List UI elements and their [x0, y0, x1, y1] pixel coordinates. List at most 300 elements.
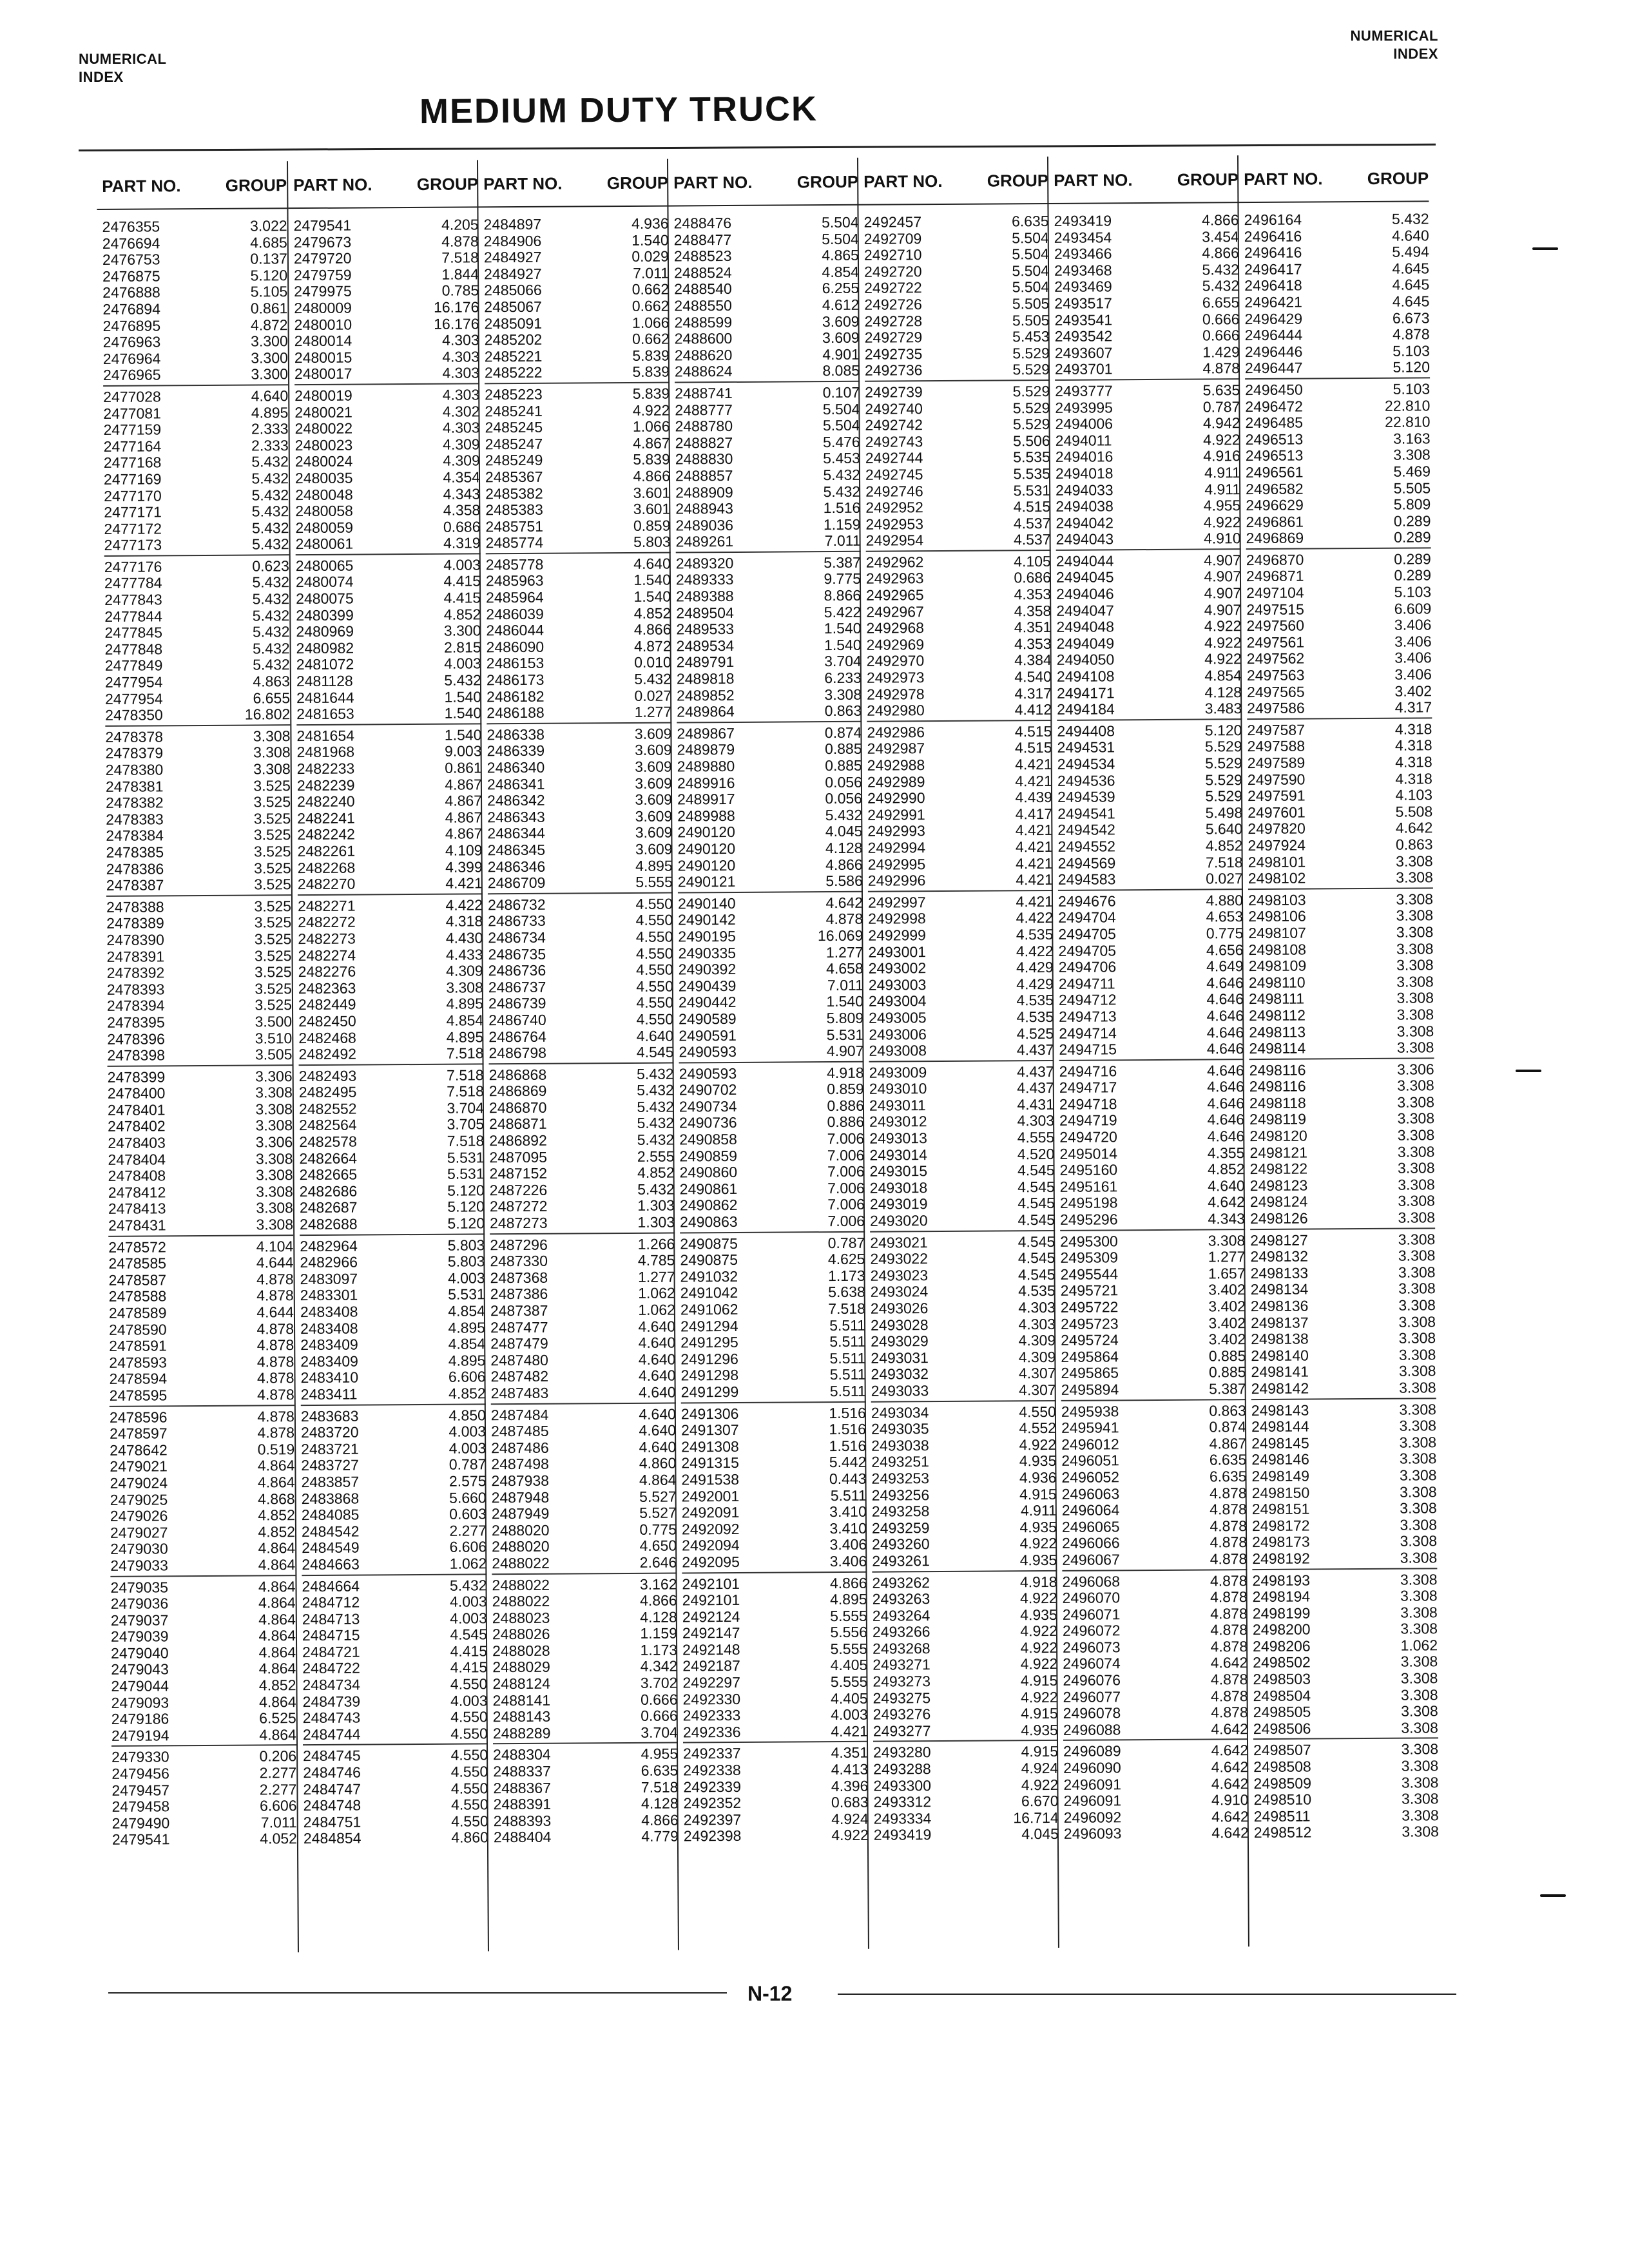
- group-number: 1.516: [829, 1420, 867, 1438]
- group-number: 5.640: [1205, 820, 1243, 838]
- table-row: [679, 1010, 863, 1028]
- table-row: [1244, 277, 1429, 294]
- table-row: [1055, 415, 1240, 432]
- group-number: 4.864: [257, 1457, 295, 1474]
- table-row: [1062, 1485, 1247, 1503]
- part-no-header: PART NO.: [293, 175, 372, 195]
- part-number: 2478404: [108, 1151, 166, 1168]
- group-number: 1.540: [444, 687, 482, 706]
- table-row: [1061, 1331, 1246, 1349]
- part-no-header: PART NO.: [673, 172, 753, 193]
- table-row: [294, 299, 479, 316]
- table-row: [865, 383, 1050, 401]
- group-number: 4.303: [1018, 1315, 1056, 1332]
- table-row: [865, 515, 1050, 533]
- group-number: 4.535: [1016, 925, 1054, 943]
- table-row: [1245, 327, 1430, 344]
- group-number: 4.922: [1204, 617, 1242, 635]
- table-row: [108, 1101, 293, 1119]
- group-number: 1.540: [444, 726, 482, 744]
- group-number: 16.802: [244, 706, 291, 723]
- part-number: 2489988: [677, 807, 735, 825]
- part-number: 2498502: [1253, 1654, 1311, 1671]
- group-number: 7.518: [447, 1066, 484, 1084]
- table-row: [302, 1577, 487, 1595]
- table-row: [1058, 870, 1243, 888]
- group-number: 1.062: [1400, 1637, 1438, 1654]
- part-number: 2494539: [1057, 788, 1115, 806]
- group-number: 4.860: [639, 1454, 677, 1472]
- part-number: 2495198: [1059, 1194, 1118, 1212]
- group-number: 5.531: [447, 1165, 485, 1182]
- group-number: 4.866: [1202, 244, 1239, 262]
- group-number: 4.309: [446, 962, 483, 979]
- part-number: 2487368: [490, 1269, 548, 1287]
- group-number: 1.540: [633, 588, 671, 605]
- group-number: 3.609: [634, 741, 672, 759]
- table-row: [873, 1760, 1058, 1778]
- table-row: [104, 520, 289, 537]
- part-number: 2486868: [488, 1066, 547, 1083]
- part-number: 2489333: [675, 571, 734, 588]
- group-number: 0.885: [825, 756, 862, 774]
- part-number: 2489818: [676, 670, 735, 687]
- table-row: [1252, 1500, 1437, 1517]
- part-number: 2497104: [1246, 584, 1304, 602]
- group-number: 0.666: [1202, 310, 1240, 328]
- part-number: 2484712: [302, 1593, 360, 1611]
- part-number: 2496088: [1063, 1721, 1121, 1738]
- group-number: 16.176: [433, 298, 479, 316]
- part-number: 2493517: [1054, 294, 1112, 312]
- table-row: [491, 1456, 676, 1473]
- table-row: [299, 1084, 484, 1101]
- part-number: 2494583: [1057, 870, 1116, 889]
- group-number: 4.878: [1210, 1588, 1248, 1606]
- part-number: 2493032: [871, 1365, 929, 1383]
- table-row: [1060, 1265, 1245, 1283]
- group-number: 4.646: [1206, 1007, 1244, 1024]
- part-number: 2487330: [490, 1252, 548, 1270]
- table-row: [1247, 721, 1432, 738]
- part-number: 2482242: [297, 825, 356, 843]
- group-number: 2.333: [251, 436, 289, 454]
- part-number: 2493256: [871, 1486, 930, 1504]
- table-row: [302, 1610, 487, 1628]
- table-row: [1250, 1264, 1435, 1282]
- part-number: 2490142: [678, 911, 736, 928]
- table-row: [1249, 1039, 1434, 1057]
- part-number: 2486709: [487, 874, 546, 892]
- table-row: [487, 841, 672, 859]
- part-number: 2490442: [678, 994, 737, 1011]
- part-number: 2494705: [1058, 941, 1117, 959]
- table-row: [105, 706, 290, 724]
- part-number: 2493010: [869, 1080, 927, 1097]
- group-number: 3.525: [253, 793, 291, 811]
- table-row: [1062, 1534, 1247, 1552]
- row-block: [1062, 1573, 1248, 1742]
- group-number: 3.308: [1401, 1790, 1439, 1807]
- group-number: 4.915: [1021, 1705, 1058, 1722]
- part-number: 2482233: [296, 760, 355, 778]
- group-number: 0.137: [250, 250, 287, 267]
- part-number: 2493264: [872, 1606, 930, 1624]
- row-block: [869, 1064, 1055, 1233]
- table-row: [1248, 891, 1433, 908]
- table-row: [488, 896, 673, 913]
- table-row: [679, 1114, 864, 1131]
- group-number: 5.432: [637, 1115, 675, 1132]
- group-number: 2.646: [639, 1553, 677, 1571]
- part-number: 2491042: [680, 1284, 738, 1302]
- part-number: 2498199: [1252, 1604, 1311, 1622]
- table-row: [1250, 1177, 1435, 1194]
- part-number: 2488599: [674, 313, 733, 331]
- group-number: 4.515: [1014, 739, 1052, 756]
- group-number: 0.666: [641, 1707, 678, 1725]
- group-number: 5.555: [635, 873, 673, 891]
- part-number: 2488391: [493, 1795, 552, 1813]
- part-number: 2480010: [294, 316, 352, 333]
- table-row: [488, 1044, 673, 1062]
- group-number: 4.878: [1211, 1704, 1248, 1721]
- table-row: [298, 979, 483, 997]
- part-number: 2493029: [871, 1332, 929, 1350]
- table-row: [492, 1521, 677, 1539]
- part-number: 2491295: [680, 1334, 738, 1351]
- table-row: [103, 350, 288, 367]
- group-number: 3.308: [1400, 1686, 1438, 1704]
- part-number: 2491308: [681, 1437, 739, 1456]
- table-row: [490, 1215, 675, 1232]
- group-number: 5.505: [1393, 479, 1431, 497]
- table-row: [1062, 1551, 1247, 1568]
- group-number: 3.308: [256, 1183, 293, 1200]
- part-number: 2486871: [489, 1115, 547, 1133]
- part-number: 2491299: [680, 1383, 739, 1401]
- row-block: [111, 1749, 297, 1849]
- part-number: 2488523: [673, 247, 732, 265]
- table-row: [674, 247, 859, 265]
- row-block: [1249, 1061, 1436, 1230]
- part-number: 2479027: [110, 1524, 168, 1541]
- table-row: [675, 434, 860, 451]
- group-number: 5.120: [447, 1182, 485, 1199]
- part-number: 2477170: [104, 486, 162, 505]
- table-row: [1059, 1041, 1244, 1058]
- part-number: 2493035: [871, 1420, 929, 1437]
- group-number: 3.308: [1396, 907, 1434, 925]
- part-number: 2492147: [682, 1624, 740, 1642]
- table-row: [1064, 1825, 1249, 1843]
- group-number: 4.866: [633, 467, 671, 485]
- group-number: 0.662: [631, 297, 670, 314]
- part-number: 2478402: [108, 1117, 166, 1135]
- part-number: 2491062: [680, 1300, 738, 1318]
- group-number: 4.421: [1015, 822, 1053, 839]
- part-number: 2486345: [487, 841, 546, 859]
- part-number: 2483868: [301, 1490, 360, 1507]
- group-number: 5.432: [252, 640, 290, 657]
- table-row: [1252, 1533, 1437, 1551]
- table-row: [490, 1269, 675, 1286]
- part-number: 2491294: [680, 1317, 738, 1335]
- part-number: 2494044: [1055, 552, 1114, 570]
- group-number: 3.454: [1202, 227, 1239, 245]
- table-row: [681, 1437, 866, 1455]
- group-number: 4.878: [256, 1320, 294, 1338]
- part-number: 2494006: [1055, 415, 1113, 433]
- table-row: [108, 1238, 293, 1256]
- group-number: 7.518: [641, 1778, 679, 1796]
- table-row: [108, 1216, 293, 1234]
- group-number: 3.705: [447, 1115, 485, 1133]
- part-number: 2482493: [298, 1067, 357, 1084]
- part-number: 2487095: [489, 1148, 548, 1166]
- part-number: 2478585: [108, 1254, 167, 1273]
- part-number: 2492397: [683, 1811, 742, 1829]
- part-number: 2492352: [683, 1794, 742, 1812]
- group-number: 5.432: [251, 486, 289, 504]
- row-block: [683, 1745, 869, 1845]
- part-number: 2490195: [678, 927, 736, 945]
- table-row: [874, 1810, 1059, 1827]
- table-row: [675, 418, 860, 435]
- part-number: 2490120: [677, 856, 736, 874]
- group-number: 3.308: [1397, 1077, 1434, 1094]
- table-row: [677, 807, 862, 825]
- column-header: [483, 173, 668, 200]
- table-row: [489, 1132, 674, 1149]
- part-no-header: PART NO.: [483, 173, 563, 194]
- table-row: [484, 249, 669, 266]
- part-number: 2484549: [302, 1539, 360, 1557]
- table-row: [871, 1453, 1056, 1470]
- table-row: [490, 1198, 675, 1215]
- group-number: 1.657: [1208, 1264, 1246, 1282]
- table-row: [867, 839, 1052, 856]
- row-block: [298, 897, 484, 1066]
- part-number: 2478386: [106, 860, 164, 878]
- group-number: 5.103: [1394, 583, 1432, 601]
- part-number: 2495296: [1059, 1211, 1118, 1228]
- group-number: 5.120: [447, 1198, 485, 1216]
- part-number: 2496416: [1244, 244, 1302, 262]
- part-number: 2495941: [1061, 1419, 1119, 1437]
- table-row: [869, 992, 1054, 1010]
- table-row: [301, 1424, 486, 1441]
- part-number: 2483097: [300, 1270, 358, 1287]
- part-number: 2493033: [871, 1382, 929, 1399]
- group-number: 4.303: [442, 331, 479, 349]
- part-number: 2486182: [486, 687, 545, 705]
- table-row: [297, 809, 482, 827]
- table-row: [677, 840, 862, 858]
- table-row: [680, 1164, 865, 1181]
- header-rule: [97, 207, 287, 210]
- group-number: 4.303: [442, 364, 480, 382]
- part-number: 2481072: [296, 656, 354, 673]
- table-row: [491, 1472, 676, 1489]
- group-number: 4.852: [1207, 1160, 1245, 1178]
- part-number: 2488777: [675, 401, 733, 419]
- group-number: 3.609: [635, 791, 673, 809]
- group-number: 0.289: [1394, 566, 1432, 584]
- group-number: 4.421: [1015, 772, 1052, 789]
- group-number: 5.529: [1012, 382, 1050, 400]
- group-number: 4.644: [256, 1254, 294, 1271]
- group-number: 16.714: [1013, 1809, 1059, 1827]
- group-number: 4.650: [639, 1537, 677, 1555]
- group-number: 3.308: [1399, 1400, 1436, 1418]
- table-row: [872, 1486, 1057, 1503]
- part-number: 2479975: [294, 282, 352, 300]
- row-block: [1058, 892, 1244, 1061]
- part-number: 2479541: [111, 1831, 170, 1849]
- group-number: 4.646: [1207, 1111, 1245, 1128]
- part-number: 2493034: [871, 1403, 929, 1421]
- group-number: 3.308: [255, 1084, 293, 1101]
- group-number: 4.864: [258, 1627, 296, 1644]
- group-number: 3.308: [1400, 1499, 1437, 1517]
- part-number: 2492124: [682, 1608, 740, 1626]
- table-row: [674, 313, 859, 331]
- part-number: 2493021: [870, 1233, 928, 1251]
- part-number: 2479037: [110, 1611, 169, 1629]
- part-number: 2486764: [488, 1028, 546, 1045]
- part-number: 2481644: [296, 689, 354, 706]
- table-row: [869, 1129, 1054, 1147]
- group-number: 4.864: [258, 1660, 296, 1677]
- table-row: [294, 349, 479, 366]
- group-number: 0.056: [825, 789, 863, 807]
- part-number: 2478591: [109, 1337, 167, 1355]
- table-row: [675, 330, 860, 347]
- table-row: [869, 1009, 1054, 1026]
- table-row: [102, 284, 287, 302]
- row-block: [303, 1747, 488, 1847]
- part-number: 2498200: [1252, 1620, 1311, 1639]
- table-row: [872, 1623, 1057, 1640]
- table-row: [1055, 465, 1240, 482]
- group-number: 4.918: [1019, 1573, 1057, 1590]
- group-number: 5.504: [822, 230, 859, 247]
- part-number: 2486735: [488, 945, 546, 963]
- table-row: [301, 1385, 486, 1403]
- part-number: 2480024: [294, 452, 353, 470]
- part-number: 2485066: [484, 282, 542, 299]
- group-number: 3.308: [1397, 1093, 1435, 1111]
- part-number: 2493260: [872, 1535, 930, 1553]
- part-number: 2494408: [1057, 722, 1115, 740]
- group-number: 22.810: [1385, 413, 1431, 430]
- table-row: [1059, 958, 1244, 975]
- footer-rule-left: [108, 1992, 727, 1994]
- table-row: [1057, 668, 1242, 685]
- group-number: 3.525: [254, 914, 292, 931]
- table-row: [112, 1814, 297, 1832]
- table-row: [300, 1166, 485, 1184]
- group-number: 3.308: [1398, 1280, 1436, 1298]
- table-row: [491, 1423, 676, 1440]
- column-rows: [1244, 211, 1439, 1841]
- part-number: 2494536: [1057, 771, 1115, 789]
- table-row: [107, 964, 292, 981]
- part-number: 2498507: [1253, 1741, 1311, 1759]
- table-row: [681, 1454, 866, 1472]
- group-number: 4.003: [448, 1439, 487, 1457]
- group-number: 4.878: [1210, 1484, 1247, 1502]
- group-number: 4.852: [633, 604, 671, 622]
- part-number: 2480035: [294, 469, 353, 487]
- part-number: 2479673: [293, 233, 352, 251]
- table-row: [866, 570, 1051, 587]
- table-row: [111, 1710, 296, 1727]
- group-number: 4.864: [258, 1594, 296, 1611]
- header-rule: [858, 203, 1048, 206]
- part-number: 2484713: [302, 1610, 360, 1628]
- table-row: [1063, 1671, 1248, 1689]
- part-number: 2492995: [867, 855, 926, 873]
- group-number: 3.308: [1398, 1362, 1436, 1380]
- part-number: 2498113: [1249, 1023, 1306, 1041]
- table-row: [490, 1302, 675, 1320]
- index-column: [1047, 155, 1249, 1948]
- part-number: 2488022: [492, 1554, 550, 1572]
- part-number: 2479720: [293, 249, 352, 267]
- table-row: [869, 1097, 1054, 1114]
- part-number: 2482495: [298, 1083, 357, 1101]
- table-row: [679, 1064, 864, 1082]
- group-number: 0.863: [824, 702, 862, 720]
- group-number: 5.555: [830, 1640, 868, 1657]
- group-number: 3.308: [253, 760, 291, 778]
- table-row: [1060, 1211, 1245, 1228]
- part-number: 2484854: [303, 1829, 361, 1847]
- part-number: 2478390: [106, 931, 164, 948]
- table-row: [1250, 1248, 1435, 1265]
- table-row: [871, 1382, 1056, 1399]
- table-row: [865, 416, 1050, 434]
- table-row: [1061, 1315, 1246, 1332]
- group-number: 4.878: [257, 1407, 294, 1425]
- row-block: [871, 1404, 1057, 1573]
- part-number: 2488022: [492, 1592, 550, 1610]
- part-number: 2494714: [1059, 1024, 1117, 1042]
- table-row: [871, 1332, 1055, 1350]
- part-number: 2496052: [1061, 1468, 1120, 1486]
- part-number: 2498194: [1252, 1588, 1311, 1606]
- group-number: 6.670: [1021, 1792, 1059, 1810]
- group-number: 4.640: [1392, 226, 1429, 244]
- table-row: [1250, 1209, 1435, 1227]
- table-row: [1248, 836, 1432, 854]
- part-number: 2495865: [1061, 1364, 1119, 1382]
- table-row: [682, 1575, 867, 1592]
- group-number: 4.303: [442, 348, 479, 365]
- part-number: 2495894: [1061, 1381, 1119, 1398]
- part-number: 2489261: [675, 533, 734, 550]
- group-number: 3.500: [255, 1013, 293, 1030]
- group-number: 3.308: [1397, 1126, 1435, 1144]
- table-row: [873, 1722, 1058, 1740]
- table-row: [300, 1237, 485, 1254]
- part-number: 2478388: [106, 898, 164, 916]
- table-row: [300, 1199, 485, 1216]
- part-number: 2493271: [872, 1656, 930, 1674]
- part-number: 2496066: [1062, 1534, 1120, 1552]
